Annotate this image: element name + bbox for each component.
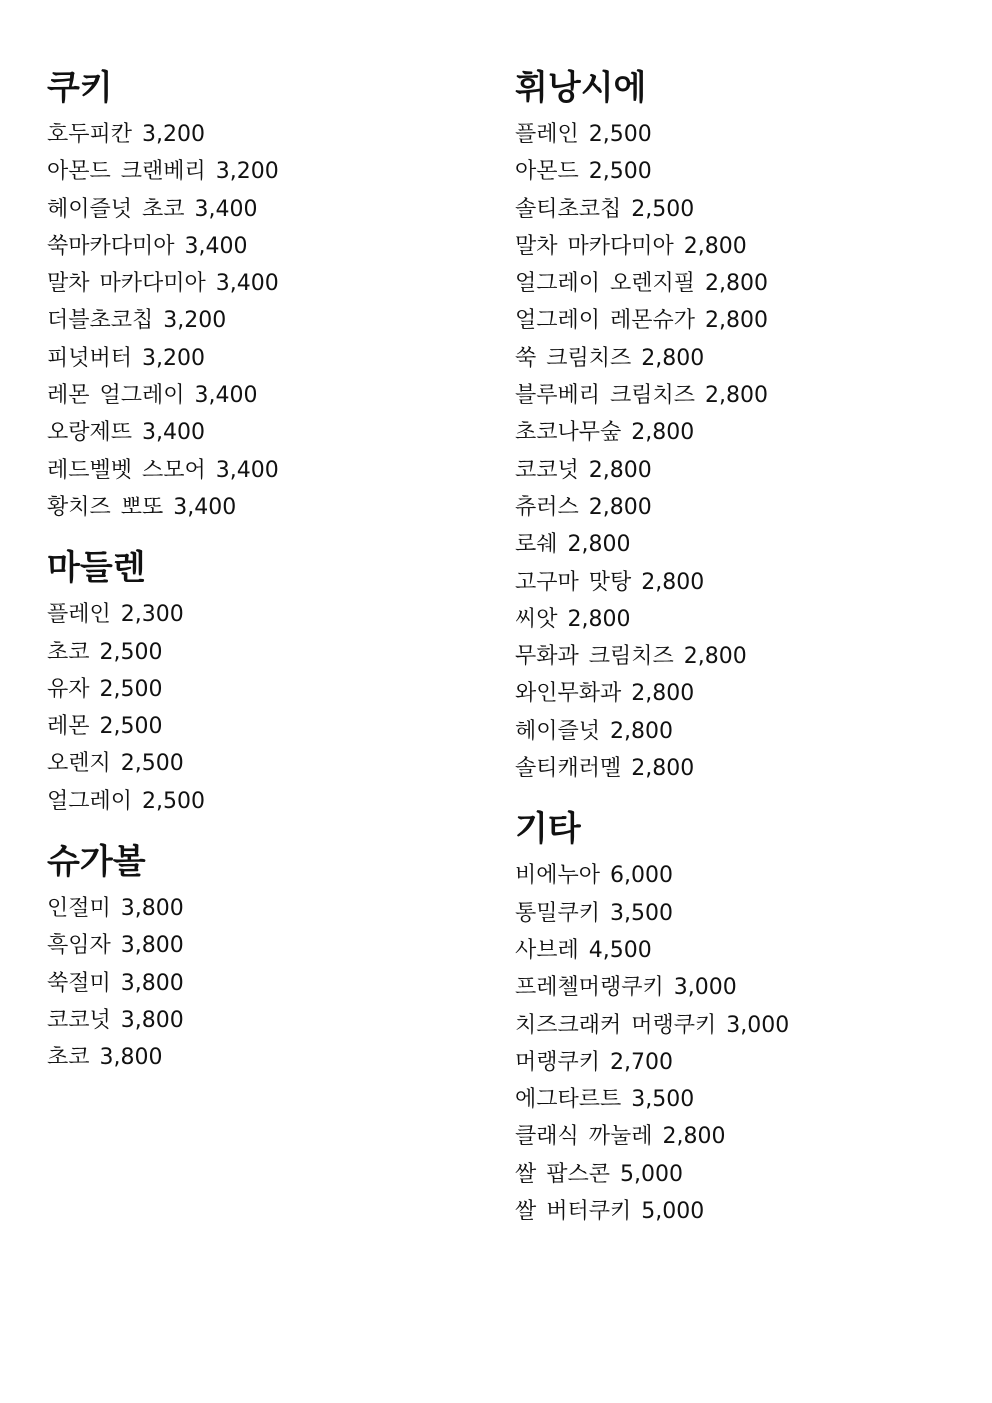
menu-item: 유자 2,500 xyxy=(47,676,163,702)
right-column xyxy=(515,66,955,1250)
menu-item: 초코 2,500 xyxy=(47,639,163,665)
menu-item: 오랑제뜨 3,400 xyxy=(47,420,205,446)
menu-item: 프레첼머랭쿠키 3,000 xyxy=(515,975,737,1001)
menu-item: 사브레 4,500 xyxy=(515,937,652,963)
menu-item: 플레인 2,500 xyxy=(515,122,652,147)
menu-section-others xyxy=(515,807,955,1230)
menu-item: 쑥 크림치즈 2,800 xyxy=(515,345,705,371)
menu-item: 황치즈 뽀또 3,400 xyxy=(47,494,237,520)
menu-item: 치즈크래커 머랭쿠키 3,000 xyxy=(515,1012,790,1038)
menu-item: 오렌지 2,500 xyxy=(47,751,184,777)
menu-item: 헤이즐넛 초코 3,400 xyxy=(47,196,258,222)
menu-item: 얼그레이 2,500 xyxy=(47,788,205,814)
menu-item: 통밀쿠키 3,500 xyxy=(515,900,673,926)
menu-item: 에그타르트 3,500 xyxy=(515,1087,695,1113)
menu-item: 블루베리 크림치즈 2,800 xyxy=(515,383,768,409)
section-title: 슈가볼 xyxy=(47,842,146,883)
menu-item: 아몬드 2,500 xyxy=(515,159,652,185)
menu-item: 쑥마카다미아 3,400 xyxy=(47,233,248,259)
menu-item: 헤이즐넛 2,800 xyxy=(515,718,673,744)
menu-item: 아몬드 크랜베리 3,200 xyxy=(47,159,279,185)
menu-section-cookie xyxy=(47,66,487,526)
menu-item: 솔티캐러멜 2,800 xyxy=(515,756,695,782)
section-title: 마들렌 xyxy=(47,548,146,589)
menu-item: 로쉐 2,800 xyxy=(515,532,631,558)
menu-item: 와인무화과 2,800 xyxy=(515,681,695,707)
menu-item: 레드벨벳 스모어 3,400 xyxy=(47,457,279,483)
menu-item: 플레인 2,300 xyxy=(47,602,184,628)
menu-item: 흑임자 3,800 xyxy=(47,933,184,959)
menu-item: 호두피칸 3,200 xyxy=(47,122,205,147)
menu-item: 얼그레이 레몬슈가 2,800 xyxy=(515,308,768,334)
menu-item: 레몬 얼그레이 3,400 xyxy=(47,383,258,409)
section-title: 휘낭시에 xyxy=(515,68,647,108)
menu-item: 더블초코칩 3,200 xyxy=(47,308,227,334)
menu-item: 클래식 까눌레 2,800 xyxy=(515,1124,726,1150)
menu-item: 피넛버터 3,200 xyxy=(47,345,205,371)
menu-item: 쌀 팝스콘 5,000 xyxy=(515,1161,683,1187)
menu-item: 얼그레이 오렌지필 2,800 xyxy=(515,271,768,297)
menu-item: 말차 마카다미아 3,400 xyxy=(47,271,279,297)
menu-item: 인절미 3,800 xyxy=(47,896,184,922)
menu-item: 츄러스 2,800 xyxy=(515,494,652,520)
menu-item: 초코 3,800 xyxy=(47,1045,163,1071)
section-title: 쿠키 xyxy=(47,68,113,108)
menu-item: 쌀 버터쿠키 5,000 xyxy=(515,1199,705,1225)
menu-item: 고구마 맛탕 2,800 xyxy=(515,569,705,595)
menu-section-sugarball xyxy=(47,840,487,1076)
menu-section-madeleine xyxy=(47,546,487,820)
menu-item: 비에누아 6,000 xyxy=(515,863,673,889)
menu-item: 솔티초코칩 2,500 xyxy=(515,196,695,222)
menu-item: 코코넛 3,800 xyxy=(47,1007,184,1033)
left-column xyxy=(47,66,487,1097)
menu-item: 초코나무숲 2,800 xyxy=(515,420,695,446)
menu-item: 레몬 2,500 xyxy=(47,714,163,740)
menu-item: 머랭쿠키 2,700 xyxy=(515,1049,673,1075)
menu-section-financier xyxy=(515,66,955,787)
menu-item: 무화과 크림치즈 2,800 xyxy=(515,644,747,670)
section-title: 기타 xyxy=(515,809,581,850)
menu-item: 코코넛 2,800 xyxy=(515,457,652,483)
menu-item: 말차 마카다미아 2,800 xyxy=(515,233,747,259)
menu-item: 쑥절미 3,800 xyxy=(47,970,184,996)
menu-item: 씨앗 2,800 xyxy=(515,606,631,632)
